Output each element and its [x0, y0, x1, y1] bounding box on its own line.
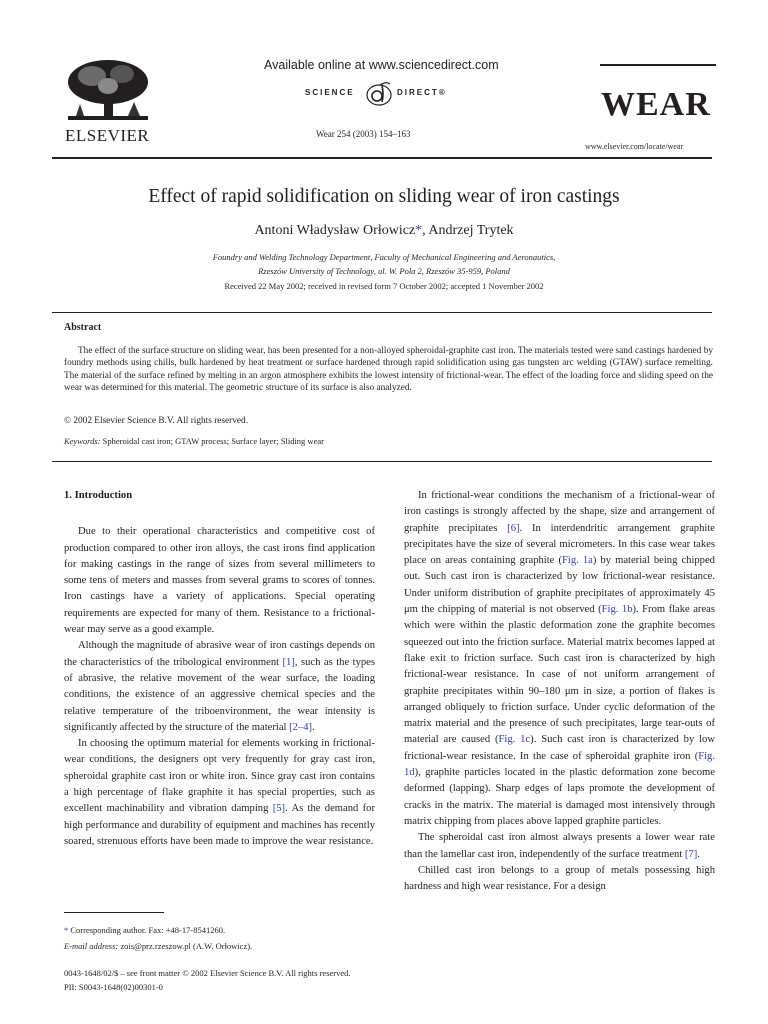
left-column — [64, 488, 375, 850]
available-online-text[interactable]: Available online at www.sciencedirect.com — [264, 58, 499, 72]
body-paragraph-6: Chilled cast iron belongs to a group of metals possessing high hardness and high wear resistance. For a design — [404, 864, 715, 893]
reference-link[interactable]: [6] — [507, 522, 520, 534]
author-list — [0, 223, 768, 239]
keywords-list: Spheroidal cast iron; GTAW process; Surface layer; Sliding wear — [100, 436, 324, 446]
abstract-heading: Abstract — [64, 322, 102, 333]
reference-link[interactable]: [7] — [684, 848, 698, 860]
section-heading: 1. Introduction — [64, 490, 133, 501]
body-paragraph-4 — [404, 488, 715, 830]
keywords-label: Keywords: — [64, 436, 101, 446]
journal-url[interactable]: www.elsevier.com/locate/wear — [585, 142, 684, 151]
footnote-mark[interactable]: * — [64, 925, 69, 935]
sciencedirect-d-icon — [362, 80, 396, 108]
affiliation-line-1: Foundry and Welding Technology Department, Faculty of Mechanical Engineering and Aeronautics, — [212, 252, 556, 262]
intro-paragraph-1: Due to their operational characteristics and competitive cost of production compared to other iron alloys, the cast irons find application for making castings in the range of sizes from several millimeters to some tens of meters and masses from several grams to scores of tonnes. Iron castings have a variety of applications. Special operating requirements are expected for many of them. Resistance to a frictional-wear may serve as a good example. — [64, 526, 375, 636]
right-column — [404, 488, 715, 895]
sciencedirect-right-word: DIRECT® — [397, 88, 447, 97]
corresponding-author-note — [64, 922, 252, 938]
abstract-top-divider — [52, 312, 712, 313]
body-paragraph-5 — [404, 830, 715, 863]
paragraph-text: . As the demand for high performance and durability of equipment and machines has recently soared, strenuous efforts have been made to improve the wear resistance. — [64, 803, 376, 847]
email-label: E-mail address: — [64, 941, 119, 951]
author-1: Antoni Władysław Orłowicz — [254, 223, 416, 238]
paragraph-text: In frictional-wear conditions the mechanism of a frictional-wear of iron castings is strongly affected by the shape, size and arrangement of graphite precipitates — [404, 490, 715, 534]
footnote-text: Corresponding author. Fax: +48-17-8541260. — [68, 925, 226, 935]
article-title: Effect of rapid solidification on sliding wear of iron castings — [148, 186, 620, 207]
footnote-divider — [64, 912, 164, 913]
email-address[interactable]: zois@prz.rzeszow.pl (A.W. Orłowicz). — [118, 941, 253, 951]
intro-paragraph-3 — [64, 736, 375, 850]
abstract-body — [64, 345, 713, 395]
affiliation-line-2: Rzeszów University of Technology, ul. W. Pola 2, Rzeszów 35-959, Poland — [258, 266, 510, 276]
journal-header — [0, 0, 768, 160]
figure-link[interactable]: Fig. 1a — [561, 555, 593, 567]
paragraph-text: ). From flake areas which were within the plastic deformation zone the graphite becomes squeezed out into the friction surface. Material matrix becomes lapped at flake exit to friction surface. Such cast iron is characterized by high frictional-wear resistance. In case of not uniform arrangement of graphite precipitates within 90–180 μm in size, a portion of flakes is arranged obliquely to friction surface. Under cyclic deformation of the matrix material and the presence of such precipitates, large tear-outs of material are caused ( — [404, 604, 715, 746]
paragraph-text: ), graphite particles located in the plastic deformation zone become deformed (lapping). Sharp edges of laps promote the development of cracks in the matrix. The material is damaged most intensively through matrix chipping from places above lapped graphite particles. — [404, 767, 715, 827]
paragraph-text: In choosing the optimum material for elements working in frictional-wear conditions, the designers opt very frequently for gray cast iron, spheroidal graphite cast iron or white iron. Since gray cast iron contains a high percentage of flake graphite it has special properties, such as excellent machinability and vibration damping — [64, 738, 375, 815]
abstract-paragraph: The effect of the surface structure on sliding wear, has been presented for a non-alloyed spheroidal-graphite cast iron. The materials tested were sand castings hardened by foundry methods using chills, bulk hardened by heat treatment or surface hardened through rapid solidification using gas tungsten arc welding (GTAW) surface remelting. The material of the surface refined by melting in an argon atmosphere exhibits the lowest intensity of frictional-wear. The effect of the loading force and sliding speed on the wear was determined for this material. The geometric structure of its surface is also analyzed. — [64, 346, 713, 394]
page-footer — [64, 966, 351, 994]
figure-link[interactable]: Fig. 1b — [601, 604, 633, 616]
affiliation — [0, 250, 768, 278]
reference-link[interactable]: [1] — [282, 656, 295, 668]
email-note — [64, 938, 252, 954]
sciencedirect-logo[interactable] — [305, 80, 475, 108]
issn-line: 0043-1648/02/$ – see front matter © 2002 Elsevier Science B.V. All rights reserved. — [64, 968, 351, 978]
paragraph-text: . — [312, 721, 315, 733]
figure-link[interactable]: Fig. 1d — [404, 750, 715, 779]
journal-citation: Wear 254 (2003) 154–163 — [316, 129, 411, 139]
journal-title: WEAR — [601, 86, 711, 123]
author-separator: , — [422, 223, 429, 238]
elsevier-tree-logo — [62, 58, 154, 124]
figure-link[interactable]: Fig. 1c — [498, 734, 531, 746]
paragraph-text: ). Such cast iron is characterized by low frictional-wear resistance. In the case of spheroidal graphite iron ( — [404, 734, 715, 762]
paragraph-text: , such as the types of abrasive, the relative movement of the wear surface, the loading conditions, the existence of an aggressive chemical species and the relative temperature of the triboenvironment, the wear intensity is significantly affected by the structure of the material — [64, 656, 375, 733]
footnote — [64, 922, 252, 954]
paragraph-text: The spheroidal cast iron almost always presents a lower wear rate than the lamellar cast iron, independently of the surface treatment — [404, 832, 715, 860]
intro-paragraph-2 — [64, 638, 375, 736]
paragraph-text: . In interdendritic arrangement graphite precipitates have the size of several micrometers. In this case wear takes place on areas containing graphite ( — [404, 522, 715, 567]
received-dates: Received 22 May 2002; received in revised form 7 October 2002; accepted 1 November 2002 — [224, 281, 544, 291]
journal-title-rule — [600, 64, 716, 66]
paragraph-text: Although the magnitude of abrasive wear of iron castings depends on the characteristics of the tribological environment — [64, 640, 375, 668]
corresponding-author-mark[interactable]: * — [415, 223, 423, 238]
paragraph-text: ) by material being chipped out. Such cast iron is characterized by low frictional-wear resistance. Under uniform distribution of graphite precipitates of approximately 45 μm the chipping of material is not observed ( — [404, 555, 715, 616]
paragraph-text: . — [697, 848, 700, 860]
reference-link[interactable]: [5] — [272, 803, 286, 815]
author-2: Andrzej Trytek — [428, 223, 514, 238]
reference-link[interactable]: [2–4] — [289, 721, 313, 733]
header-divider — [52, 157, 712, 159]
abstract-copyright: © 2002 Elsevier Science B.V. All rights reserved. — [64, 416, 249, 426]
publisher-name: ELSEVIER — [65, 126, 150, 145]
pii-line: PII: S0043-1648(02)00301-0 — [64, 982, 163, 992]
abstract-bottom-divider — [52, 461, 712, 462]
keywords — [64, 436, 324, 446]
sciencedirect-left-word: SCIENCE — [305, 88, 355, 97]
